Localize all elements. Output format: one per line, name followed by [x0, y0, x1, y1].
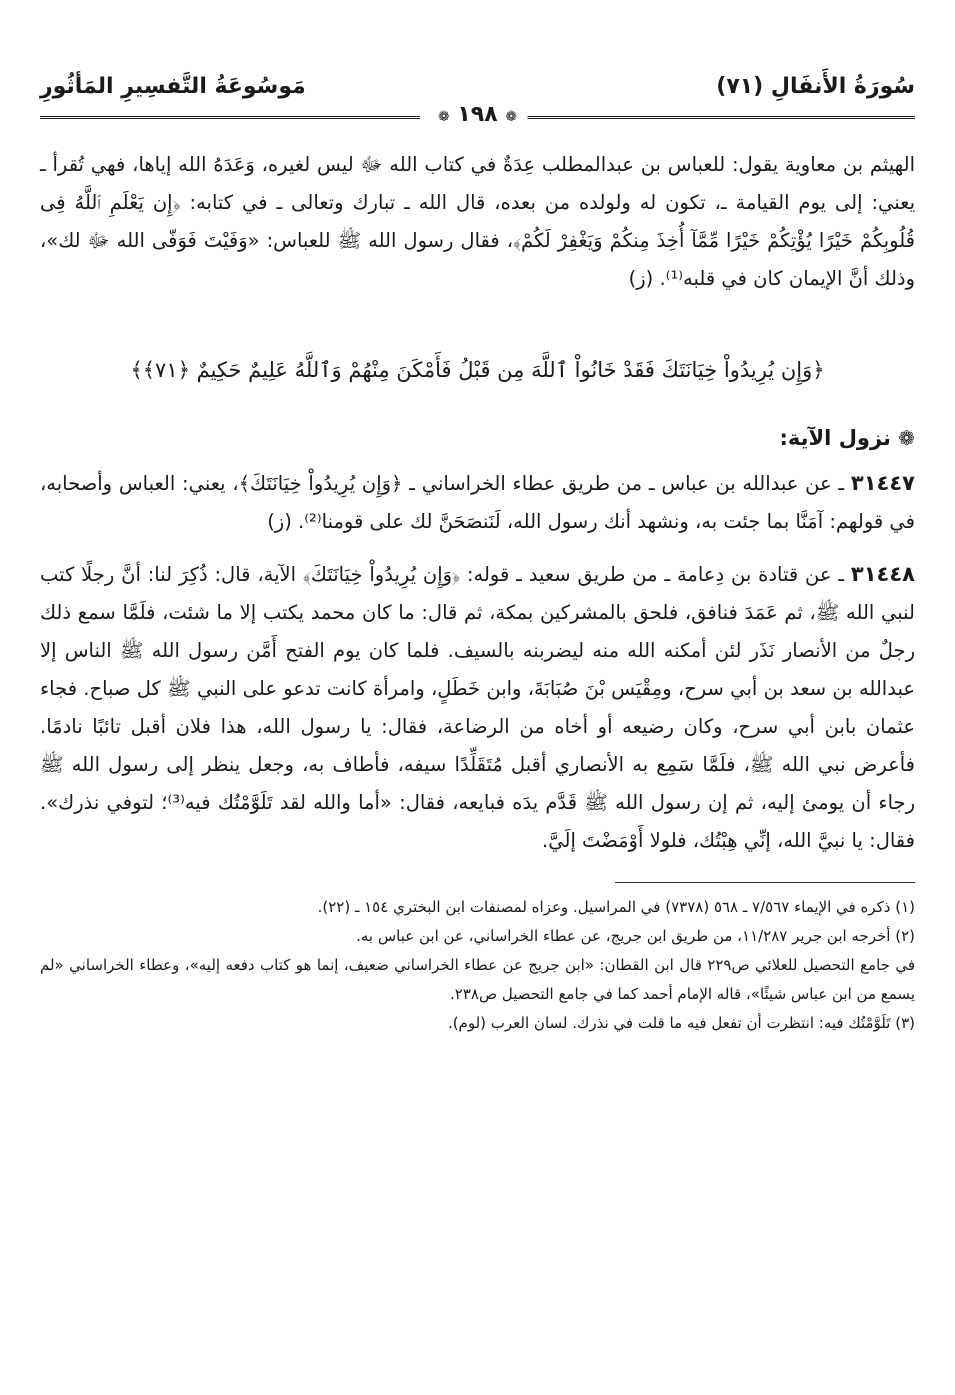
- page-number: [428, 102, 527, 127]
- footnote: في جامع التحصيل للعلائي ص٢٢٩ قال ابن القطان: «ابن جريج عن عطاء الخراساني ضعيف، إنما هو كتاب دفعه إليه»، وعطاء الخراساني «لم يسمع من ابن عباس شيئًا»، قاله الإمام أحمد كما في جامع التحصيل ص٢٣٨.: [40, 956, 915, 1003]
- header-rule-left: [40, 116, 420, 119]
- book-page: [40, 70, 915, 1038]
- ornament-icon: ❁: [505, 109, 518, 125]
- section-title-text: نزول الآية:: [779, 426, 891, 450]
- narration-number: ٣١٤٤٨: [850, 562, 915, 586]
- header-rule-right: [515, 116, 915, 119]
- narration-number: ٣١٤٤٧: [850, 471, 915, 495]
- book-title: مَوسُوعَةُ التَّفسِيرِ المَأثُورِ: [40, 74, 306, 99]
- ornament-icon: ❁: [437, 109, 450, 125]
- page-number-text: ١٩٨: [457, 102, 498, 127]
- flower-ornament-icon: ❁: [898, 426, 915, 450]
- footnotes: [40, 893, 915, 1038]
- narration-text: ـ عن قتادة بن دِعامة ـ من طريق سعيد ـ قوله: ﴿وَإِن يُرِيدُواْ خِيَانَتَكَ﴾ الآية، قال: ذُكِرَ لنا: أنَّ رجلًا كتب لنبي الله ﷺ، ثم عَمَدَ فنافق، فلحق بالمشركين بمكة، ثم قال: ما كان محمد يكتب إلا ما شئت، فلَمَّا سمع ذلك رجلٌ من الأنصار نَذَر لئن أمكنه الله منه ليضربنه بالسيف. فلما كان يوم الفتح أَمَّن رسول الله ﷺ الناس إلا عبدالله بن سعد بن أبي سرح، ومِقْيَس بْنَ صُبَابَةَ، وابن خَطَلٍ، وامرأة كانت تدعو على النبي ﷺ كل صباح. فجاء عثمان بابن أبي سرح، وكان رضيعه أو أخاه من الرضاعة، فقال: يا رسول الله، هذا فلان أقبل تائبًا نادمًا. فأعرض نبي الله ﷺ، فلَمَّا سَمِع به الأنصاري أقبل مُتَقَلِّدًا سيفه، فأطاف به، وجعل ينظر إلى رسول الله ﷺ رجاء أن يومئ إليه، ثم إن رسول الله ﷺ قَدَّم يدَه فبايعه، فقال: «أما والله لقد تَلَوَّمْتُك فيه⁽³⁾؛ لتوفي نذرك». فقال: يا نبيَّ الله، إنِّي هِبْتُك، فلولا أَوْمَضْتَ إلَيَّ.: [40, 563, 915, 852]
- footnote-separator: [615, 882, 915, 883]
- narration-item: [40, 464, 915, 541]
- intro-paragraph: الهيثم بن معاوية يقول: للعباس بن عبدالمطلب عِدَةٌ في كتاب الله ﷻ ليس لغيره، وَعَدَهُ الله إياها، فهي تُقرأ ـ يعني: إلى يوم القيامة ـ، تكون له ولولده من بعده، قال الله ـ تبارك وتعالى ـ في كتابه: ﴿إِن يَعْلَمِ ٱللَّهُ فِى قُلُوبِكُمْ خَيْرًا يُؤْتِكُمْ خَيْرًا مِّمَّآ أُخِذَ مِنكُمْ وَيَغْفِرْ لَكُمْ﴾، فقال رسول الله ﷺ للعباس: «وَفَيْتَ فَوَفّى الله ﷻ لك»، وذلك أنَّ الإيمان كان في قلبه⁽¹⁾. (ز): [40, 153, 915, 290]
- footnote: (٢) أخرجه ابن جرير ١١/٢٨٧، من طريق ابن جريج، عن عطاء الخراساني، عن ابن عباس به.: [356, 927, 915, 945]
- surah-header: سُورَةُ الأَنفَالِ (٧١): [716, 74, 915, 99]
- page-header: [40, 70, 915, 127]
- section-heading: [40, 426, 915, 450]
- footnote: (٣) تَلَوَّمْتُك فيه: انتظرت أن تفعل فيه ما قلت في نذرك. لسان العرب (لوم).: [447, 1014, 915, 1032]
- footnote: (١) ذكره في الإيماء ٧/٥٦٧ ـ ٥٦٨ (٧٣٧٨) في المراسيل. وعزاه لمصنفات ابن البختري ١٥٤ ـ (٢٢).: [317, 898, 915, 916]
- quran-verse: ﴿وَإِن يُرِيدُواْ خِيَانَتَكَ فَقَدْ خَانُواْ ٱللَّهَ مِن قَبْلُ فَأَمْكَنَ مِنْهُمْ وَٱللَّهُ عَلِيمٌ حَكِيمٌ ﴿٧١﴾﴾: [130, 358, 825, 382]
- narration-item: [40, 555, 915, 860]
- narration-text: ـ عن عبدالله بن عباس ـ من طريق عطاء الخراساني ـ ﴿وَإِن يُرِيدُواْ خِيَانَتَكَ﴾، يعني: العباس وأصحابه، في قولهم: آمَنَّا بما جئت به، ونشهد أنك رسول الله، لَنَنصَحَنَّ لك على قومنا⁽²⁾. (ز): [40, 472, 915, 533]
